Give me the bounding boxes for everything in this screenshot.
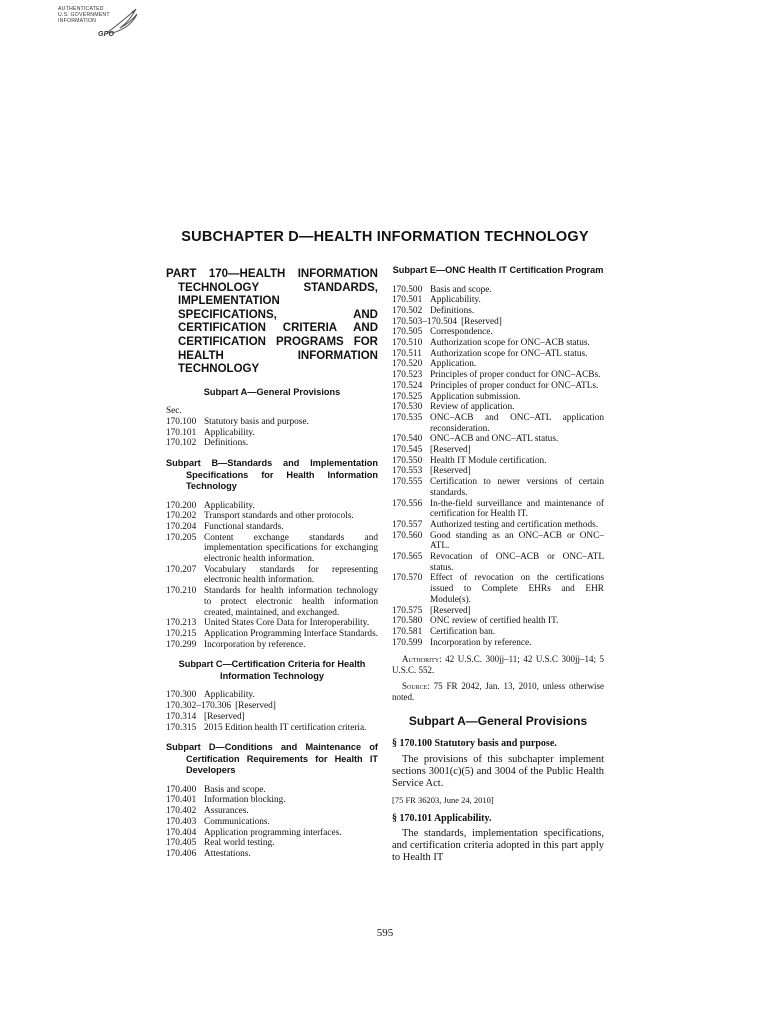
toc-text: Information blocking. xyxy=(204,795,286,806)
toc-item xyxy=(166,522,378,533)
authority-text: : 42 U.S.C. 300jj–11; 42 U.S.C 300jj–14; 5 U.S.C. 552. xyxy=(392,654,604,675)
subpart-b-heading: Subpart B—Standards and Implementation Specifications for Health Information Technology xyxy=(166,458,378,492)
toc-item xyxy=(166,817,378,828)
toc-text: [Reserved] xyxy=(430,605,471,616)
toc-number: 170.535 xyxy=(392,412,423,423)
toc-item xyxy=(392,466,604,477)
toc-item xyxy=(166,533,378,565)
toc-number: 170.523 xyxy=(392,370,423,381)
subpart-d-heading: Subpart D—Conditions and Maintenance of Certification Requirements for Health IT Developers xyxy=(166,742,378,776)
part-title: PART 170—HEALTH INFORMATION TECHNOLOGY STANDARDS, IMPLEMENTATION SPECIFICATIONS, AND CERTIFICATION CRITERIA AND CERTIFICATION PROGRAMS FOR HEALTH INFORMATION TECHNOLOGY xyxy=(166,268,378,376)
toc-number: 170.503–170.504 xyxy=(392,316,458,327)
toc-text: [Reserved] xyxy=(235,701,276,712)
toc-number: 170.404 xyxy=(166,827,197,838)
toc-text: Application submission. xyxy=(430,391,521,402)
toc-number: 170.500 xyxy=(392,284,423,295)
toc-number: 170.405 xyxy=(166,838,197,849)
toc-item xyxy=(166,701,378,712)
toc-item xyxy=(392,338,604,349)
toc-number: 170.401 xyxy=(166,795,197,806)
section-170-101-text: The standards, implementation specifications, and certification criteria adopted in this part apply to Health IT xyxy=(392,828,604,864)
toc-text: Attestations. xyxy=(204,848,251,859)
toc-item xyxy=(392,606,604,617)
toc-text: Authorized testing and certification methods. xyxy=(430,519,599,530)
toc-text: Functional standards. xyxy=(204,521,284,532)
toc-text: Correspondence. xyxy=(430,327,493,338)
toc-number: 170.599 xyxy=(392,637,423,648)
toc-item xyxy=(166,785,378,796)
toc-text: Principles of proper conduct for ONC–ATLs. xyxy=(430,380,599,391)
source-note xyxy=(392,681,604,702)
logo-line-1: AUTHENTICATED xyxy=(58,6,104,12)
toc-text: Applicability. xyxy=(204,500,255,511)
toc-item xyxy=(166,795,378,806)
toc-text: Applicability. xyxy=(204,690,255,701)
body-subpart-a-heading: Subpart A—General Provisions xyxy=(408,714,588,729)
toc-item xyxy=(392,638,604,649)
toc-text: Certification to newer versions of certain standards. xyxy=(430,477,604,498)
toc-number: 170.540 xyxy=(392,434,423,445)
toc-text: [Reserved] xyxy=(430,445,471,456)
toc-text: [Reserved] xyxy=(461,316,502,327)
toc-text: ONC–ACB and ONC–ATL status. xyxy=(430,434,559,445)
toc-item xyxy=(166,417,378,428)
toc-item xyxy=(392,359,604,370)
toc-number: 170.555 xyxy=(392,477,423,488)
toc-item xyxy=(166,511,378,522)
toc-text: [Reserved] xyxy=(430,466,471,477)
toc-item xyxy=(166,501,378,512)
toc-number: 170.205 xyxy=(166,532,197,543)
toc-item xyxy=(166,838,378,849)
toc-item xyxy=(392,552,604,573)
toc-number: 170.202 xyxy=(166,511,197,522)
toc-number: 170.299 xyxy=(166,639,197,650)
toc-number: 170.570 xyxy=(392,573,423,584)
toc-item xyxy=(392,370,604,381)
toc-text: Health IT Module certification. xyxy=(430,455,547,466)
toc-text: Vocabulary standards for representing electronic health information. xyxy=(204,564,378,586)
toc-item xyxy=(392,499,604,520)
toc-text: Review of application. xyxy=(430,402,515,413)
toc-item xyxy=(392,327,604,338)
toc-item xyxy=(392,349,604,360)
toc-text: Incorporation by reference. xyxy=(204,639,306,650)
subchapter-title: SUBCHAPTER D—HEALTH INFORMATION TECHNOLOGY xyxy=(181,229,589,245)
toc-text: [Reserved] xyxy=(204,711,245,722)
logo-line-2: U.S. GOVERNMENT xyxy=(58,12,110,18)
toc-item xyxy=(166,565,378,586)
toc-number: 170.575 xyxy=(392,605,423,616)
toc-item xyxy=(392,616,604,627)
toc-text: Application. xyxy=(430,359,477,370)
subpart-e-toc xyxy=(392,285,604,649)
toc-text: Standards for health information technology to protect electronic health information created, maintained, and exchanged. xyxy=(204,586,378,618)
subpart-d-toc xyxy=(166,785,378,860)
right-column xyxy=(392,265,604,864)
toc-text: ONC–ACB and ONC–ATL application reconsideration. xyxy=(430,412,604,434)
toc-item xyxy=(392,445,604,456)
section-170-100-citation: [75 FR 36203, June 24, 2010] xyxy=(392,794,494,805)
toc-item xyxy=(392,381,604,392)
toc-text: Real world testing. xyxy=(204,838,275,849)
source-text: : 75 FR 2042, Jan. 13, 2010, unless otherwise noted. xyxy=(392,681,604,702)
toc-text: Statutory basis and purpose. xyxy=(204,416,309,427)
toc-number: 170.556 xyxy=(392,498,423,509)
toc-text: Good standing as an ONC–ACB or ONC–ATL. xyxy=(430,530,604,552)
toc-item xyxy=(166,586,378,618)
toc-number: 170.403 xyxy=(166,816,197,827)
toc-text: Content exchange standards and implementation specifications for exchanging electronic health information. xyxy=(204,532,378,565)
toc-text: ONC review of certified health IT. xyxy=(430,616,559,627)
toc-item xyxy=(392,520,604,531)
toc-text: Revocation of ONC–ACB or ONC–ATL status. xyxy=(430,552,604,573)
toc-number: 170.510 xyxy=(392,338,423,349)
toc-number: 170.581 xyxy=(392,627,423,637)
toc-number: 170.557 xyxy=(392,519,423,530)
toc-item xyxy=(392,295,604,306)
toc-number: 170.314 xyxy=(166,711,197,722)
toc-item xyxy=(392,413,604,434)
toc-number: 170.550 xyxy=(392,455,423,466)
toc-number: 170.400 xyxy=(166,784,197,795)
toc-item xyxy=(166,428,378,439)
authority-label: Authority xyxy=(402,654,440,665)
toc-item xyxy=(166,828,378,839)
toc-item xyxy=(166,629,378,640)
toc-item xyxy=(392,402,604,413)
toc-number: 170.406 xyxy=(166,848,197,859)
toc-text: Incorporation by reference. xyxy=(430,637,532,648)
toc-number: 170.553 xyxy=(392,466,423,477)
subpart-b-toc xyxy=(166,501,378,651)
toc-item xyxy=(392,573,604,605)
toc-number: 170.207 xyxy=(166,564,197,575)
toc-number: 170.502 xyxy=(392,305,423,316)
toc-number: 170.520 xyxy=(392,359,423,370)
subpart-c-toc xyxy=(166,690,378,733)
toc-item xyxy=(392,531,604,552)
page-number: 595 xyxy=(376,927,394,939)
gpo-mark: GPO xyxy=(98,31,115,38)
subpart-c-heading: Subpart C—Certification Criteria for Health Information Technology xyxy=(178,659,366,681)
subpart-a-heading: Subpart A—General Provisions xyxy=(203,386,341,397)
left-column xyxy=(166,265,378,862)
toc-text: Certification ban. xyxy=(430,627,496,637)
toc-text: Effect of revocation on the certifications issued to Complete EHRs and EHR Module(s). xyxy=(430,573,604,605)
toc-text: Authorization scope for ONC–ATL status. xyxy=(430,348,588,359)
toc-item xyxy=(392,285,604,296)
toc-number: 170.100 xyxy=(166,416,197,427)
toc-number: 170.302–170.306 xyxy=(166,701,232,712)
toc-text: Principles of proper conduct for ONC–ACBs. xyxy=(430,370,601,381)
toc-text: Definitions. xyxy=(204,438,249,449)
gpo-authentication-logo xyxy=(58,6,142,44)
toc-text: Basis and scope. xyxy=(430,284,492,295)
toc-number: 170.505 xyxy=(392,327,423,338)
toc-item xyxy=(392,392,604,403)
toc-number: 170.530 xyxy=(392,402,423,413)
toc-text: United States Core Data for Interoperability. xyxy=(204,618,370,629)
toc-text: Basis and scope. xyxy=(204,784,266,795)
toc-item xyxy=(392,456,604,467)
toc-text: Definitions. xyxy=(430,305,475,316)
toc-text: Communications. xyxy=(204,816,270,827)
toc-number: 170.560 xyxy=(392,530,423,541)
section-170-100-heading: § 170.100 Statutory basis and purpose. xyxy=(392,738,557,750)
toc-number: 170.525 xyxy=(392,391,423,402)
authority-note xyxy=(392,654,604,675)
toc-item xyxy=(166,849,378,860)
section-170-101-heading: § 170.101 Applicability. xyxy=(392,812,492,824)
subpart-a-toc xyxy=(166,417,378,449)
toc-number: 170.580 xyxy=(392,616,423,627)
toc-number: 170.101 xyxy=(166,427,197,438)
toc-text: Authorization scope for ONC–ACB status. xyxy=(430,338,590,349)
toc-item xyxy=(392,627,604,638)
sec-label: Sec. xyxy=(166,406,182,417)
toc-number: 170.210 xyxy=(166,586,197,597)
section-170-100-text: The provisions of this subchapter implement sections 3001(c)(5) and 3004 of the Public Health Service Act. xyxy=(392,753,604,789)
toc-item xyxy=(166,618,378,629)
toc-item xyxy=(166,690,378,701)
toc-item xyxy=(166,640,378,651)
toc-number: 170.565 xyxy=(392,552,423,563)
toc-number: 170.511 xyxy=(392,348,422,359)
toc-number: 170.215 xyxy=(166,629,197,639)
toc-text: Assurances. xyxy=(204,806,249,817)
toc-item xyxy=(392,306,604,317)
toc-number: 170.300 xyxy=(166,690,197,701)
toc-number: 170.402 xyxy=(166,806,197,817)
logo-line-3: INFORMATION xyxy=(58,18,97,24)
toc-text: Application programming interfaces. xyxy=(204,827,342,838)
toc-item xyxy=(392,434,604,445)
toc-number: 170.315 xyxy=(166,722,197,733)
toc-number: 170.200 xyxy=(166,500,197,511)
toc-text: Application Programming Interface Standards. xyxy=(204,629,379,639)
toc-item xyxy=(166,723,378,734)
toc-number: 170.102 xyxy=(166,438,197,449)
toc-text: 2015 Edition health IT certification criteria. xyxy=(204,722,367,733)
toc-item xyxy=(392,317,604,328)
toc-number: 170.204 xyxy=(166,521,197,532)
toc-text: Applicability. xyxy=(430,295,481,306)
toc-number: 170.524 xyxy=(392,380,423,391)
subpart-e-heading: Subpart E—ONC Health IT Certification Program xyxy=(392,265,604,275)
source-label: Source xyxy=(402,681,428,692)
toc-text: In-the-field surveillance and maintenance of certification for Health IT. xyxy=(430,498,604,520)
toc-number: 170.545 xyxy=(392,445,423,456)
toc-number: 170.501 xyxy=(392,295,423,306)
toc-number: 170.213 xyxy=(166,618,197,629)
toc-text: Transport standards and other protocols. xyxy=(204,511,354,522)
toc-item xyxy=(166,712,378,723)
toc-item xyxy=(166,806,378,817)
toc-text: Applicability. xyxy=(204,427,255,438)
toc-item xyxy=(166,438,378,449)
toc-item xyxy=(392,477,604,498)
